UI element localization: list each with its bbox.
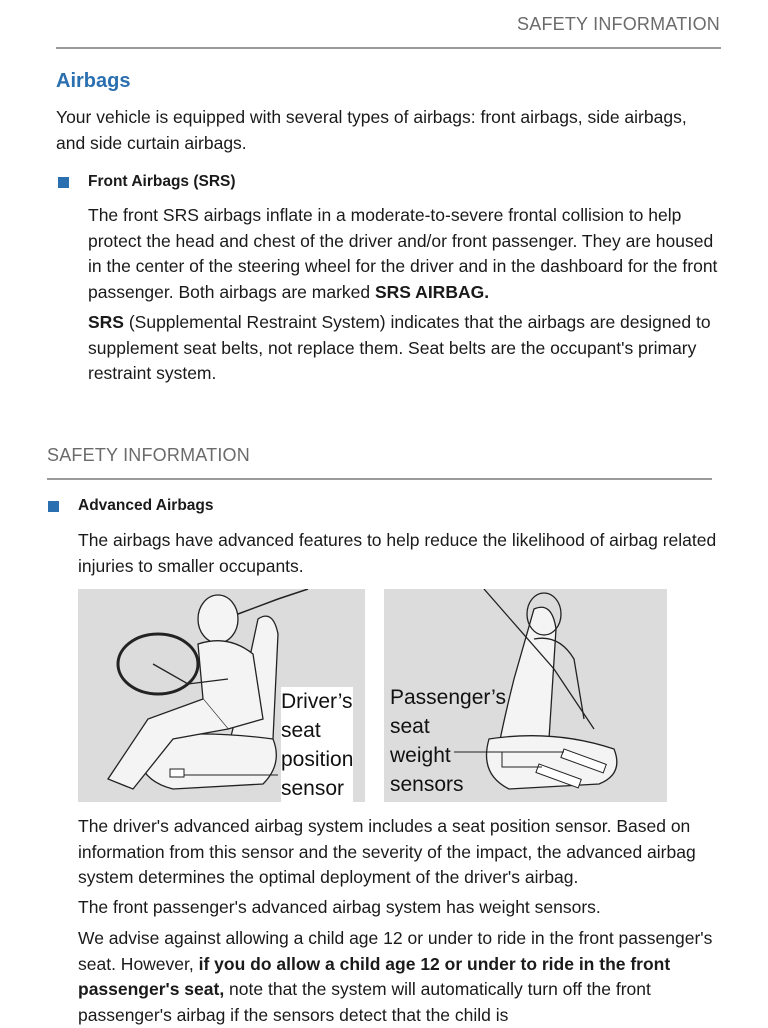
srs-label: SRS	[88, 312, 124, 332]
front-airbags-heading: Front Airbags (SRS)	[88, 173, 236, 190]
intro-paragraph: Your vehicle is equipped with several types of airbags: front airbags, side airbags, and side curtain airbags.	[56, 107, 687, 153]
child-advisory-end: note that the system will automatically turn off the front passenger's airbag if the sensors detect that the child is	[78, 979, 651, 1025]
passenger-label-line-2: seat	[390, 715, 430, 738]
front-airbags-paragraph-1	[88, 203, 718, 305]
section-title: Airbags	[56, 70, 131, 92]
passenger-seat-label	[390, 683, 506, 799]
bullet-square-icon	[58, 177, 69, 188]
driver-seat-label	[281, 687, 353, 802]
front-airbags-text: The front SRS airbags inflate in a moderate-to-severe frontal collision to help protect the head and chest of the driver and/or front passenger. They are housed in the center of the steering wheel for the driver and in the dashboard for the front passenger. Both airbags are marked	[88, 205, 718, 302]
driver-label-line-3: position	[281, 748, 354, 771]
child-advisory-start: We advise against allowing a child age 12 or under to ride in the front passenger's seat. However,	[78, 928, 713, 974]
passenger-label-line-4: sensors	[390, 773, 464, 796]
driver-label-line-2: seat	[281, 719, 321, 742]
advanced-airbags-heading: Advanced Airbags	[78, 497, 214, 514]
passenger-label-line-1: Passenger’s	[390, 686, 506, 709]
front-airbags-paragraph-2	[88, 310, 718, 387]
driver-label-line-4: sensor	[281, 777, 345, 800]
driver-seat-figure	[78, 589, 365, 802]
passenger-label-line-3: weight	[390, 744, 451, 767]
bullet-square-icon	[48, 501, 59, 512]
child-advisory-bold: if you do allow a child age 12 or under to ride in the front passenger's seat,	[78, 953, 671, 999]
driver-system-paragraph: The driver's advanced airbag system includes a seat position sensor. Based on information from this sensor and the severity of the impact, the advanced airbag system determines the optimal deployment of the driver's airbag.	[78, 816, 696, 887]
header-divider	[56, 47, 721, 49]
srs-airbag-label: SRS AIRBAG.	[374, 281, 490, 302]
advanced-intro-paragraph: The airbags have advanced features to help reduce the likelihood of airbag related injuries to smaller occupants.	[78, 530, 717, 576]
child-advisory-paragraph	[78, 926, 718, 1028]
section-header: SAFETY INFORMATION	[517, 14, 720, 34]
driver-label-line-1: Driver’s	[281, 690, 353, 713]
passenger-weight-paragraph: The front passenger's advanced airbag system has weight sensors.	[78, 897, 601, 917]
srs-explanation-text: (Supplemental Restraint System) indicates that the airbags are designed to supplement seat belts, not replace them. Seat belts are the occupant's primary restraint system.	[88, 312, 711, 383]
section-header-2: SAFETY INFORMATION	[47, 445, 250, 465]
passenger-seat-figure	[384, 589, 667, 802]
header-divider-2	[47, 478, 712, 480]
